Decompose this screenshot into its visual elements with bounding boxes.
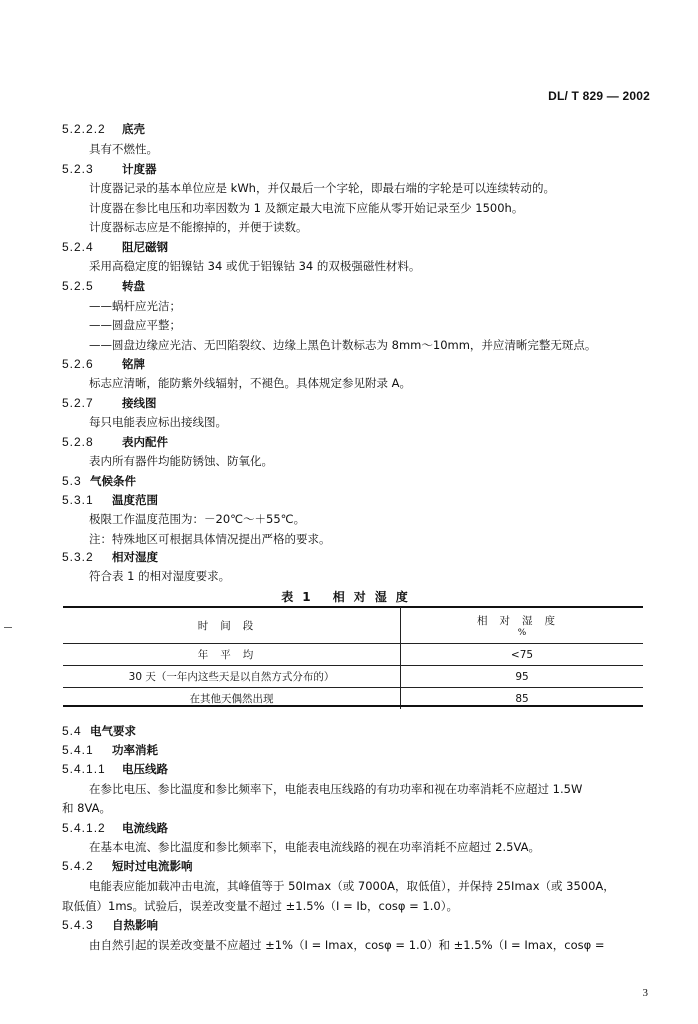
- section-number: 5.2.3: [62, 162, 94, 176]
- section-number: 5.4.1.1: [62, 762, 106, 776]
- section-5-3-1-heading: [62, 492, 158, 508]
- paragraph: 每只电能表应标出接线图。: [89, 415, 227, 429]
- section-title: 计度器: [122, 162, 157, 176]
- cell-period: 年平均: [63, 644, 401, 666]
- document-code: DL/ T 829 — 2002: [548, 89, 650, 103]
- section-number: 5.2.7: [62, 396, 94, 410]
- section-number: 5.4: [62, 724, 82, 738]
- list-item: ——蜗杆应光洁；: [89, 299, 181, 313]
- cell-value: 95: [401, 666, 644, 688]
- cell-value: 85: [515, 692, 529, 705]
- margin-mark: [4, 627, 12, 628]
- section-5-2-2-2-heading: [62, 121, 145, 137]
- section-number: 5.3: [62, 474, 82, 488]
- section-5-4-2-heading: [62, 858, 193, 874]
- section-title: 表内配件: [122, 435, 168, 449]
- section-title: 转盘: [122, 279, 145, 293]
- section-5-2-7-heading: [62, 395, 157, 411]
- paragraph: 取低值）1ms。试验后，误差改变量不超过 ±1.5%（I = Ib，cosφ = 1.0）。: [62, 899, 458, 913]
- section-title: 底壳: [122, 122, 145, 136]
- table-caption: 表1 相对湿度: [281, 590, 417, 604]
- section-5-2-4-heading: [62, 239, 168, 255]
- section-5-2-3-heading: [62, 161, 157, 177]
- list-item: ——圆盘边缘应光洁、无凹陷裂纹、边缘上黑色计数标志为 8mm～10mm，并应清晰完整无斑点。: [89, 338, 597, 352]
- paragraph: 具有不燃性。: [89, 142, 158, 156]
- section-number: 5.2.8: [62, 435, 94, 449]
- section-title: 自热影响: [112, 918, 158, 932]
- paragraph: 在参比电压、参比温度和参比频率下，电能表电压线路的有功功率和视在功率消耗不应超过 1.5W: [89, 782, 583, 796]
- humidity-table: [63, 607, 643, 709]
- section-title: 气候条件: [90, 474, 136, 488]
- header-humidity: 相对湿度 %: [401, 607, 644, 644]
- paragraph: 标志应清晰，能防紫外线辐射，不褪色。具体规定参见附录 A。: [89, 376, 412, 390]
- section-5-2-6-heading: [62, 356, 145, 372]
- section-5-4-heading: [62, 723, 136, 739]
- section-5-2-8-heading: [62, 434, 168, 450]
- paragraph: 和 8VA。: [62, 801, 111, 815]
- cell-value: <75: [401, 644, 644, 666]
- table-header-row: [63, 607, 643, 644]
- section-number: 5.3.1: [62, 493, 94, 507]
- section-title: 电压线路: [122, 762, 168, 776]
- section-number: 5.4.3: [62, 918, 94, 932]
- section-5-4-1-1-heading: [62, 761, 168, 777]
- section-5-3-heading: [62, 473, 136, 489]
- header-period: 时间段: [63, 607, 401, 644]
- section-title: 接线图: [122, 396, 157, 410]
- section-title: 电流线路: [122, 821, 168, 835]
- section-5-3-2-heading: [62, 549, 158, 565]
- paragraph: 由自然引起的误差改变量不应超过 ±1%（I = Imax，cosφ = 1.0）和 ±1.5%（I = Imax，cosφ =: [89, 938, 605, 952]
- paragraph: 计度器标志应是不能擦掉的，并便于读数。: [89, 220, 308, 234]
- table-row: [63, 644, 643, 666]
- section-number: 5.2.6: [62, 357, 94, 371]
- section-5-4-1-heading: [62, 742, 158, 758]
- section-number: 5.4.2: [62, 859, 94, 873]
- section-number: 5.4.1: [62, 743, 94, 757]
- paragraph: 符合表 1 的相对湿度要求。: [89, 569, 231, 583]
- paragraph: 计度器记录的基本单位应是 kWh，并仅最后一个字轮，即最右端的字轮是可以连续转动的。: [89, 181, 555, 195]
- paragraph: 采用高稳定度的铝镍钴 34 或优于铝镍钴 34 的双极强磁性材料。: [89, 259, 421, 273]
- section-number: 5.2.2.2: [62, 122, 106, 136]
- section-title: 阻尼磁钢: [122, 240, 168, 254]
- table-bottom-rule: [63, 705, 643, 707]
- paragraph: 极限工作温度范围为：－20℃～＋55℃。: [89, 512, 306, 526]
- paragraph: 计度器在参比电压和功率因数为 1 及额定最大电流下应能从零开始记录至少 1500h。: [89, 201, 524, 215]
- section-title: 铭牌: [122, 357, 145, 371]
- section-title: 相对湿度: [112, 550, 158, 564]
- section-title: 电气要求: [90, 724, 136, 738]
- section-title: 温度范围: [112, 493, 158, 507]
- page-number: 3: [642, 987, 648, 999]
- table-row: [63, 666, 643, 688]
- section-title: 功率消耗: [112, 743, 158, 757]
- cell-period: 30 天（一年内这些天是以自然方式分布的）: [63, 666, 401, 688]
- paragraph: 在基本电流、参比温度和参比频率下，电能表电流线路的视在功率消耗不应超过 2.5VA。: [89, 840, 540, 854]
- section-title: 短时过电流影响: [112, 859, 193, 873]
- list-item: ——圆盘应平整；: [89, 318, 181, 332]
- section-5-2-5-heading: [62, 278, 145, 294]
- section-number: 5.2.4: [62, 240, 94, 254]
- cell-period: 在其他天偶然出现: [63, 688, 401, 710]
- paragraph: 表内所有器件均能防锈蚀、防氧化。: [89, 454, 273, 468]
- section-number: 5.2.5: [62, 279, 94, 293]
- paragraph: 电能表应能加载冲击电流，其峰值等于 50Imax（或 7000A，取低值），并保持 25Imax（或 3500A，: [89, 879, 615, 893]
- note: 注：特殊地区可根据具体情况提出严格的要求。: [89, 532, 331, 546]
- section-5-4-1-2-heading: [62, 820, 168, 836]
- section-number: 5.4.1.2: [62, 821, 106, 835]
- section-number: 5.3.2: [62, 550, 94, 564]
- section-5-4-3-heading: [62, 917, 158, 933]
